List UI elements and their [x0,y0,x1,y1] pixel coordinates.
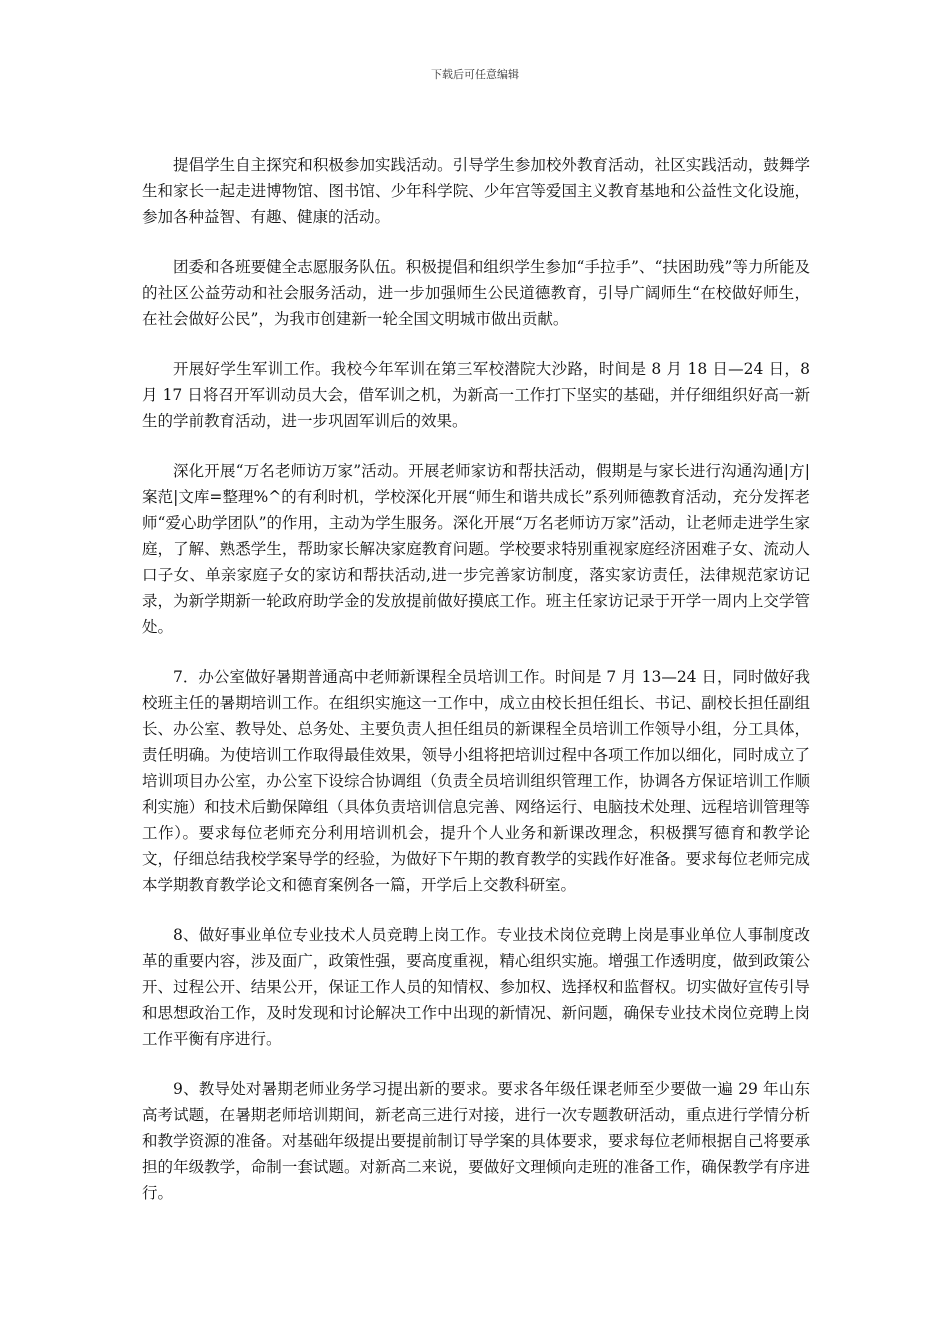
paragraph-7-teacher-training: 7．办公室做好暑期普通高中老师新课程全员培训工作。时间是 7 月 13—24 日，同时做好我校班主任的暑期培训工作。在组织实施这一工作中，成立由校长担任组长、书记、副校长担任副组长、办公室、教导处、总务处、主要负责人担任组员的新课程全员培训工作领导小组，分工具体，责任明确。为使培训工作取得最佳效果，领导小组将把培训过程中各项工作加以细化，同时成立了培训项目办公室，办公室下设综合协调组（负责全员培训组织管理工作，协调各方保证培训工作顺利实施）和技术后勤保障组（具体负责培训信息完善、网络运行、电脑技术处理、远程培训管理等工作）。要求每位老师充分利用培训机会，提升个人业务和新课改理念，积极撰写德育和教学论文，仔细总结我校学案导学的经验，为做好下午期的教育教学的实践作好准备。要求每位老师完成本学期教育教学论文和德育案例各一篇，开学后上交教科研室。 [142,668,810,894]
paragraph-volunteer-service: 团委和各班要健全志愿服务队伍。积极提倡和组织学生参加“手拉手”、“扶困助残”等力所能及的社区公益劳动和社会服务活动，进一步加强师生公民道德教育，引导广阔师生“在校做好师生，在社会做好公民”，为我市创建新一轮全国文明城市做出贡献。 [142,258,810,328]
document-body [142,152,810,1230]
paragraph-8-job-competition: 8、做好事业单位专业技术人员竞聘上岗工作。专业技术岗位竞聘上岗是事业单位人事制度改革的重要内容，涉及面广，政策性强，要高度重视，精心组织实施。增强工作透明度，做到政策公开、过程公开、结果公开，保证工作人员的知情权、参加权、选择权和监督权。切实做好宣传引导和思想政治工作，及时发现和讨论解决工作中出现的新情况、新问题，确保专业技术岗位竞聘上岗工作平衡有序进行。 [142,926,810,1048]
paragraph-9-study-requirements: 9、教导处对暑期老师业务学习提出新的要求。要求各年级任课老师至少要做一遍 29 年山东高考试题，在暑期老师培训期间，新老高三进行对接，进行一次专题教研活动，重点进行学情分析和教学资源的准备。对基础年级提出要提前制订导学案的具体要求，要求每位老师根据自己将要承担的年级教学，命制一套试题。对新高二来说，要做好文理倾向走班的准备工作，确保教学有序进行。 [142,1080,810,1202]
paragraph-practice-activities: 提倡学生自主探究和积极参加实践活动。引导学生参加校外教育活动，社区实践活动，鼓舞学生和家长一起走进博物馆、图书馆、少年科学院、少年宫等爱国主义教育基地和公益性文化设施，参加各种益智、有趣、健康的活动。 [142,156,810,226]
header-note: 下载后可任意编辑 [431,68,519,81]
paragraph-military-training: 开展好学生军训工作。我校今年军训在第三军校潜院大沙路，时间是 8 月 18 日—24 日，8 月 17 日将召开军训动员大会，借军训之机，为新高一工作打下坚实的基础，并仔细组织好高一新生的学前教育活动，进一步巩固军训后的效果。 [142,360,810,430]
paragraph-home-visits: 深化开展“万名老师访万家”活动。开展老师家访和帮扶活动，假期是与家长进行沟通沟通|方|案范|文库=整理%^的有利时机，学校深化开展“师生和谐共成长”系列师德教育活动，充分发挥老师“爱心助学团队”的作用，主动为学生服务。深化开展“万名老师访万家”活动，让老师走进学生家庭，了解、熟悉学生，帮助家长解决家庭教育问题。学校要求特别重视家庭经济困难子女、流动人口子女、单亲家庭子女的家访和帮扶活动,进一步完善家访制度，落实家访责任，法律规范家访记录，为新学期新一轮政府助学金的发放提前做好摸底工作。班主任家访记录于开学一周内上交学管处。 [142,462,810,636]
